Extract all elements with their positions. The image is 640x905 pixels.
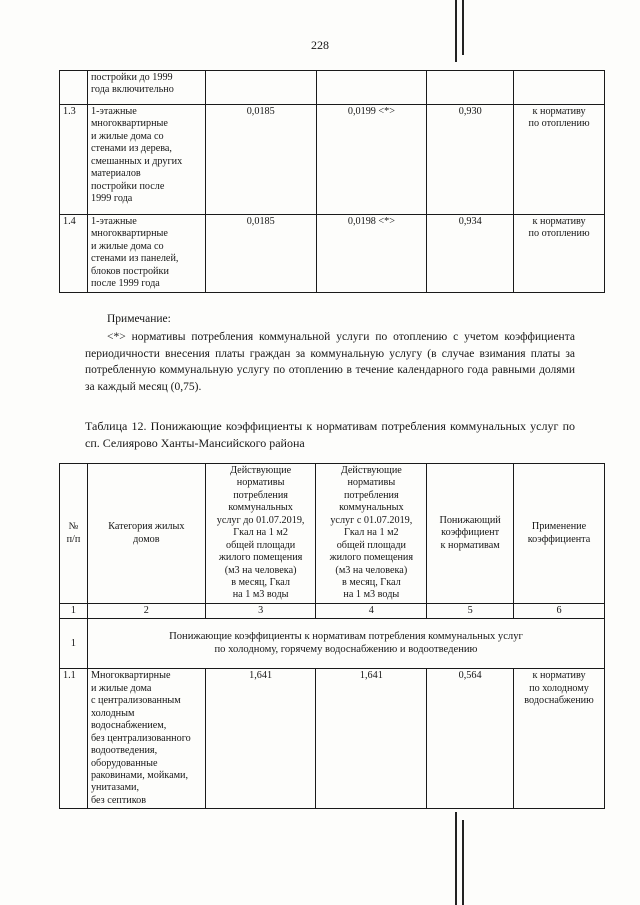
binding-mark bbox=[462, 0, 464, 55]
norm-after: 1,641 bbox=[316, 669, 427, 809]
norm-before: 1,641 bbox=[205, 669, 316, 809]
binding-mark bbox=[455, 0, 457, 62]
housing-category: Многоквартирные и жилые дома с централизованным холодным водоснабжением, без централизованного водоотведения, оборудованные раковинами, мойками, унитазами, без септиков bbox=[87, 669, 205, 809]
reduction-coefficient: 0,564 bbox=[427, 669, 514, 809]
column-number: 1 bbox=[60, 604, 88, 619]
table-row bbox=[60, 669, 605, 809]
header-norm-before: Действующие нормативы потребления коммунальных услуг до 01.07.2019, Гкал на 1 м2 общей площади жилого помещения (м3 на человека) в месяц, Гкал на 1 м3 воды bbox=[205, 464, 316, 604]
row-number: 1.3 bbox=[60, 105, 88, 215]
coefficient-application: к нормативу по холодному водоснабжению bbox=[514, 669, 605, 809]
column-number: 4 bbox=[316, 604, 427, 619]
table-row bbox=[60, 71, 605, 105]
reduction-coefficient: 0,930 bbox=[427, 105, 514, 215]
reduction-coefficient: 0,934 bbox=[427, 215, 514, 293]
header-coefficient: Понижающий коэффициент к нормативам bbox=[427, 464, 514, 604]
reduction-coefficient bbox=[427, 71, 514, 105]
norm-before bbox=[205, 71, 316, 105]
column-number: 5 bbox=[427, 604, 514, 619]
table-row bbox=[60, 105, 605, 215]
section-row bbox=[60, 619, 605, 669]
section-title: Понижающие коэффициенты к нормативам потребления коммунальных услуг по холодному, горячему водоснабжению и водоотведению bbox=[87, 619, 604, 669]
header-category: Категория жилых домов bbox=[87, 464, 205, 604]
header-norm-after: Действующие нормативы потребления коммунальных услуг с 01.07.2019, Гкал на 1 м2 общей площади жилого помещения (м3 на человека) в месяц, Гкал на 1 м3 воды bbox=[316, 464, 427, 604]
note-text: <*> нормативы потребления коммунальной услуги по отоплению с учетом коэффициента периодичности внесения платы граждан за коммунальную услугу (в случае взимания платы за потребленную коммунальную услугу по отоплению в течение календарного года равными долями за каждый месяц (0,75). bbox=[85, 331, 575, 394]
binding-mark bbox=[455, 812, 457, 905]
table-header-row bbox=[60, 464, 605, 604]
norm-after: 0,0198 <*> bbox=[316, 215, 427, 293]
header-num: № п/п bbox=[60, 464, 88, 604]
coefficient-application bbox=[514, 71, 605, 105]
norm-before: 0,0185 bbox=[205, 215, 316, 293]
table-12-caption: Таблица 12. Понижающие коэффициенты к нормативам потребления коммунальных услуг по сп. Селиярово Ханты-Мансийского района bbox=[85, 419, 575, 450]
column-number: 3 bbox=[205, 604, 316, 619]
binding-mark bbox=[462, 820, 464, 905]
column-number: 6 bbox=[514, 604, 605, 619]
coefficient-application: к нормативу по отоплению bbox=[514, 215, 605, 293]
note-title: Примечание: bbox=[107, 313, 171, 325]
table-11-continued bbox=[59, 70, 605, 293]
column-numbers-row bbox=[60, 604, 605, 619]
row-number: 1.4 bbox=[60, 215, 88, 293]
section-number: 1 bbox=[60, 619, 88, 669]
housing-category: 1-этажные многоквартирные и жилые дома со стенами из дерева, смешанных и других материалов постройки после 1999 года bbox=[87, 105, 205, 215]
column-number: 2 bbox=[87, 604, 205, 619]
norm-after: 0,0199 <*> bbox=[316, 105, 427, 215]
coefficient-application: к нормативу по отоплению bbox=[514, 105, 605, 215]
table-row bbox=[60, 215, 605, 293]
table-12 bbox=[59, 463, 605, 809]
housing-category: постройки до 1999 года включительно bbox=[87, 71, 205, 105]
row-number bbox=[60, 71, 88, 105]
norm-before: 0,0185 bbox=[205, 105, 316, 215]
header-application: Применение коэффициента bbox=[514, 464, 605, 604]
norm-after bbox=[316, 71, 427, 105]
row-number: 1.1 bbox=[60, 669, 88, 809]
page-number: 228 bbox=[311, 38, 329, 52]
housing-category: 1-этажные многоквартирные и жилые дома со стенами из панелей, блоков постройки после 1999 года bbox=[87, 215, 205, 293]
